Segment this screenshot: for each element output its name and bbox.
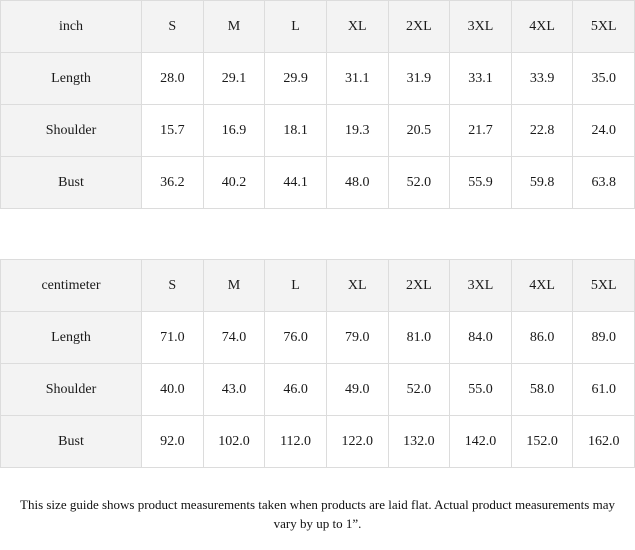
cell-value: 59.8 <box>511 157 573 209</box>
size-header-m: M <box>203 260 265 312</box>
cell-value: 89.0 <box>573 312 635 364</box>
cell-value: 31.1 <box>326 53 388 105</box>
cell-value: 71.0 <box>142 312 204 364</box>
cell-value: 24.0 <box>573 105 635 157</box>
cell-value: 102.0 <box>203 416 265 468</box>
cell-value: 29.1 <box>203 53 265 105</box>
size-header-3xl: 3XL <box>450 1 512 53</box>
cell-value: 52.0 <box>388 364 450 416</box>
row-label-bust: Bust <box>1 157 142 209</box>
row-label-bust: Bust <box>1 416 142 468</box>
cell-value: 55.0 <box>450 364 512 416</box>
cell-value: 86.0 <box>511 312 573 364</box>
cell-value: 63.8 <box>573 157 635 209</box>
footnote-line-1: This size guide shows product measurements taken when products are laid flat. Actual product measurements <box>20 497 590 512</box>
cell-value: 18.1 <box>265 105 327 157</box>
cell-value: 112.0 <box>265 416 327 468</box>
cell-value: 142.0 <box>450 416 512 468</box>
cell-value: 84.0 <box>450 312 512 364</box>
size-header-4xl: 4XL <box>511 1 573 53</box>
cell-value: 33.9 <box>511 53 573 105</box>
cell-value: 81.0 <box>388 312 450 364</box>
cell-value: 43.0 <box>203 364 265 416</box>
size-header-m: M <box>203 1 265 53</box>
centimeter-size-table <box>0 259 635 468</box>
cell-value: 61.0 <box>573 364 635 416</box>
cell-value: 55.9 <box>450 157 512 209</box>
size-header-xl: XL <box>326 260 388 312</box>
cell-value: 33.1 <box>450 53 512 105</box>
cell-value: 76.0 <box>265 312 327 364</box>
cell-value: 92.0 <box>142 416 204 468</box>
cell-value: 21.7 <box>450 105 512 157</box>
size-header-5xl: 5XL <box>573 260 635 312</box>
cell-value: 122.0 <box>326 416 388 468</box>
footnote-line-2: may vary by up to 1”. <box>273 497 615 531</box>
size-header-5xl: 5XL <box>573 1 635 53</box>
row-label-shoulder: Shoulder <box>1 364 142 416</box>
cell-value: 20.5 <box>388 105 450 157</box>
size-header-4xl: 4XL <box>511 260 573 312</box>
row-label-length: Length <box>1 312 142 364</box>
cell-value: 132.0 <box>388 416 450 468</box>
cell-value: 19.3 <box>326 105 388 157</box>
unit-label-centimeter: centimeter <box>1 260 142 312</box>
table-row <box>1 364 635 416</box>
size-header-2xl: 2XL <box>388 1 450 53</box>
table-header-row <box>1 260 635 312</box>
cell-value: 58.0 <box>511 364 573 416</box>
table-row <box>1 157 635 209</box>
cell-value: 36.2 <box>142 157 204 209</box>
cell-value: 79.0 <box>326 312 388 364</box>
table-header-row <box>1 1 635 53</box>
table-gap-spacer <box>0 209 635 259</box>
cell-value: 74.0 <box>203 312 265 364</box>
row-label-length: Length <box>1 53 142 105</box>
size-guide-footnote <box>0 468 635 534</box>
cell-value: 40.0 <box>142 364 204 416</box>
inch-size-table <box>0 0 635 209</box>
cell-value: 29.9 <box>265 53 327 105</box>
table-row <box>1 312 635 364</box>
cell-value: 31.9 <box>388 53 450 105</box>
cell-value: 35.0 <box>573 53 635 105</box>
cell-value: 152.0 <box>511 416 573 468</box>
cell-value: 16.9 <box>203 105 265 157</box>
size-header-l: L <box>265 260 327 312</box>
cell-value: 44.1 <box>265 157 327 209</box>
size-header-l: L <box>265 1 327 53</box>
size-header-xl: XL <box>326 1 388 53</box>
size-header-2xl: 2XL <box>388 260 450 312</box>
cell-value: 48.0 <box>326 157 388 209</box>
cell-value: 52.0 <box>388 157 450 209</box>
unit-label-inch: inch <box>1 1 142 53</box>
cell-value: 162.0 <box>573 416 635 468</box>
table-row <box>1 416 635 468</box>
size-header-s: S <box>142 260 204 312</box>
cell-value: 40.2 <box>203 157 265 209</box>
cell-value: 15.7 <box>142 105 204 157</box>
cell-value: 46.0 <box>265 364 327 416</box>
cell-value: 49.0 <box>326 364 388 416</box>
row-label-shoulder: Shoulder <box>1 105 142 157</box>
table-row <box>1 105 635 157</box>
table-row <box>1 53 635 105</box>
cell-value: 28.0 <box>142 53 204 105</box>
cell-value: 22.8 <box>511 105 573 157</box>
size-header-s: S <box>142 1 204 53</box>
size-header-3xl: 3XL <box>450 260 512 312</box>
